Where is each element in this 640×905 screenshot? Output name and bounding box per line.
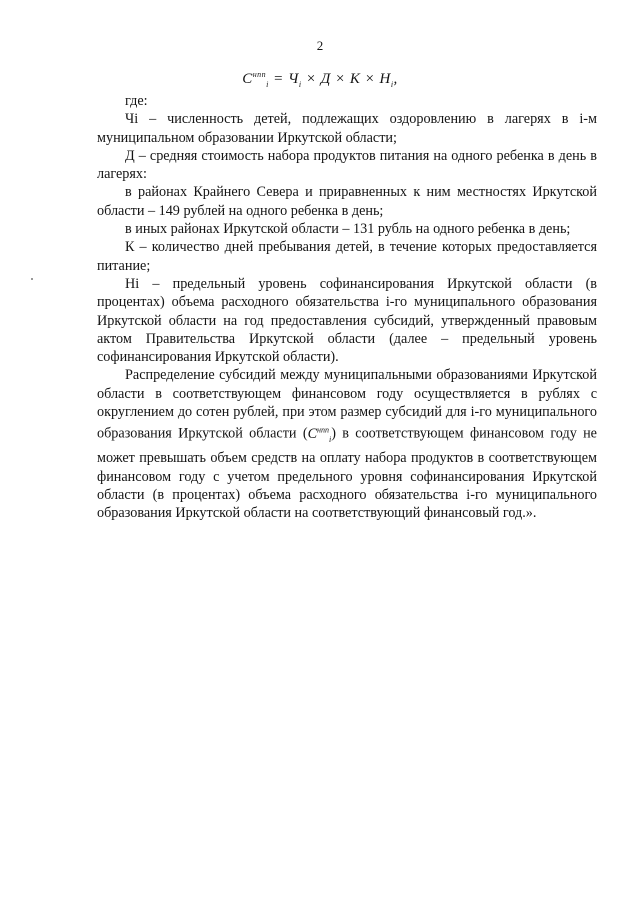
distribution-text-start: Распределение субсидий между муниципальными образованиями Иркутской области в соответствующем финансовом году осуществляется в рублях с округлением до сотен рублей, при этом размер субсидий для i-го муниципального образования Иркутской области ( [97,367,597,443]
inline-symbol-sup: нпп [317,425,329,435]
page-number: 2 [316,38,324,53]
formula-lhs-sub: i [266,80,269,89]
formula-rhs-sub2: i [390,80,394,89]
paragraph-cofinancing-level: Нi – предельный уровень софинансирования Иркутской области (в процентах) объема расходного обязательства i-го муниципального образования Иркутской области на год предоставления субсидий, утвержденный правовым актом Правительства Иркутской области (далее – предельный уровень софинансирования Иркутской области). [97,275,597,366]
formula-rhs: = Ч [273,71,299,87]
formula-rhs-rest: × Д × К × Н [301,71,391,87]
paragraph-other-districts-cost: в иных районах Иркутской области – 131 рубль на одного ребенка в день; [125,221,571,238]
paragraph-where: где: [125,93,148,109]
paragraph-children-count: Чi – численность детей, подлежащих оздоровлению в лагерях в i-м муниципальном образовании Иркутской области; [97,111,597,146]
inline-subsidy-symbol [308,426,332,442]
formula-tail: , [393,71,398,87]
formula-rhs-sub1: i [298,80,302,89]
document-body [97,92,597,522]
formula-lhs: C [242,71,253,87]
distribution-text-end: ) в соответствующем финансовом году не может превышать объем средств на оплату набора продуктов в соответствующем финансовом году с учетом предельного уровня софинансирования Иркутской области (в процентах) объема расходного обязательства i-го муниципального образования Иркутской области на соответствующий финансовый год.». [97,426,597,522]
inline-symbol-base: C [307,426,318,443]
paragraph-average-cost: Д – средняя стоимость набора продуктов питания на одного ребенка в день в лагерях: [97,147,597,183]
paragraph-distribution [97,366,597,522]
paragraph-far-north-cost: в районах Крайнего Севера и приравненных к ним местностях Иркутской области – 149 рублей на одного ребенка в день; [97,184,597,219]
paragraph-days-count: К – количество дней пребывания детей, в течение которых предоставляется питание; [97,239,597,274]
inline-symbol-sub: i [329,434,332,444]
subsidy-formula [0,70,640,89]
margin-mark [31,278,33,280]
formula-lhs-sup: нпп [252,70,267,79]
